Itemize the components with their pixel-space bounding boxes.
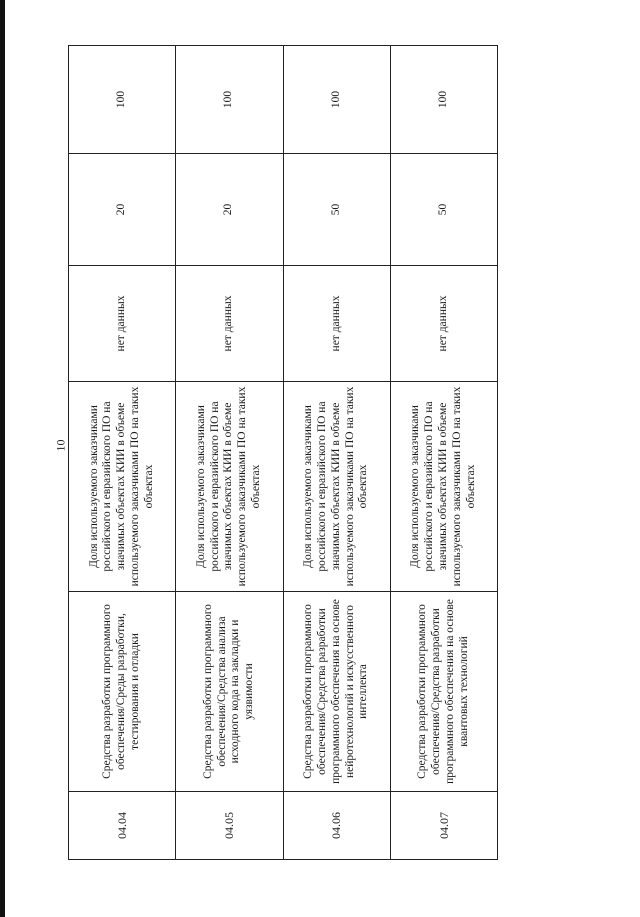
row-indicator: Доля используемого заказчиками российского и евразийского ПО на значимых объектах КИИ в объеме используемого заказчиками ПО на таких объектах bbox=[283, 382, 390, 592]
row-target-2: 100 bbox=[69, 46, 176, 154]
indicator-table bbox=[68, 45, 498, 860]
row-target-1: 20 bbox=[69, 154, 176, 266]
row-baseline: нет данных bbox=[283, 266, 390, 382]
row-tool: Средства разработки программного обеспечения/Среды разработки, тестирования и отладки bbox=[69, 592, 176, 792]
row-code: 04.06 bbox=[283, 792, 390, 860]
row-indicator: Доля используемого заказчиками российского и евразийского ПО на значимых объектах КИИ в объеме используемого заказчиками ПО на таких объектах bbox=[390, 382, 497, 592]
row-baseline: нет данных bbox=[176, 266, 283, 382]
table-row bbox=[176, 46, 283, 860]
rotated-table-wrapper bbox=[68, 46, 498, 860]
row-indicator: Доля используемого заказчиками российского и евразийского ПО на значимых объектах КИИ в объеме используемого заказчиками ПО на таких объектах bbox=[176, 382, 283, 592]
row-target-1: 50 bbox=[390, 154, 497, 266]
row-code: 04.05 bbox=[176, 792, 283, 860]
table-row bbox=[69, 46, 176, 860]
row-target-1: 20 bbox=[176, 154, 283, 266]
row-target-2: 100 bbox=[176, 46, 283, 154]
row-tool: Средства разработки программного обеспечения/Средства разработки программного обеспечения на основе квантовых технологий bbox=[390, 592, 497, 792]
row-target-2: 100 bbox=[283, 46, 390, 154]
table-row bbox=[283, 46, 390, 860]
row-target-1: 50 bbox=[283, 154, 390, 266]
row-code: 04.04 bbox=[69, 792, 176, 860]
row-tool: Средства разработки программного обеспечения/Средства разработки программного обеспечения на основе нейротехнологий и искусственного интеллекта bbox=[283, 592, 390, 792]
row-target-2: 100 bbox=[390, 46, 497, 154]
row-tool: Средства разработки программного обеспечения/Средства анализа исходного кода на закладки и уязвимости bbox=[176, 592, 283, 792]
row-code: 04.07 bbox=[390, 792, 497, 860]
page-number: 10 bbox=[53, 439, 68, 452]
row-baseline: нет данных bbox=[390, 266, 497, 382]
table-row bbox=[390, 46, 497, 860]
row-indicator: Доля используемого заказчиками российского и евразийского ПО на значимых объектах КИИ в объеме используемого заказчиками ПО на таких объектах bbox=[69, 382, 176, 592]
scan-edge bbox=[0, 0, 5, 917]
row-baseline: нет данных bbox=[69, 266, 176, 382]
